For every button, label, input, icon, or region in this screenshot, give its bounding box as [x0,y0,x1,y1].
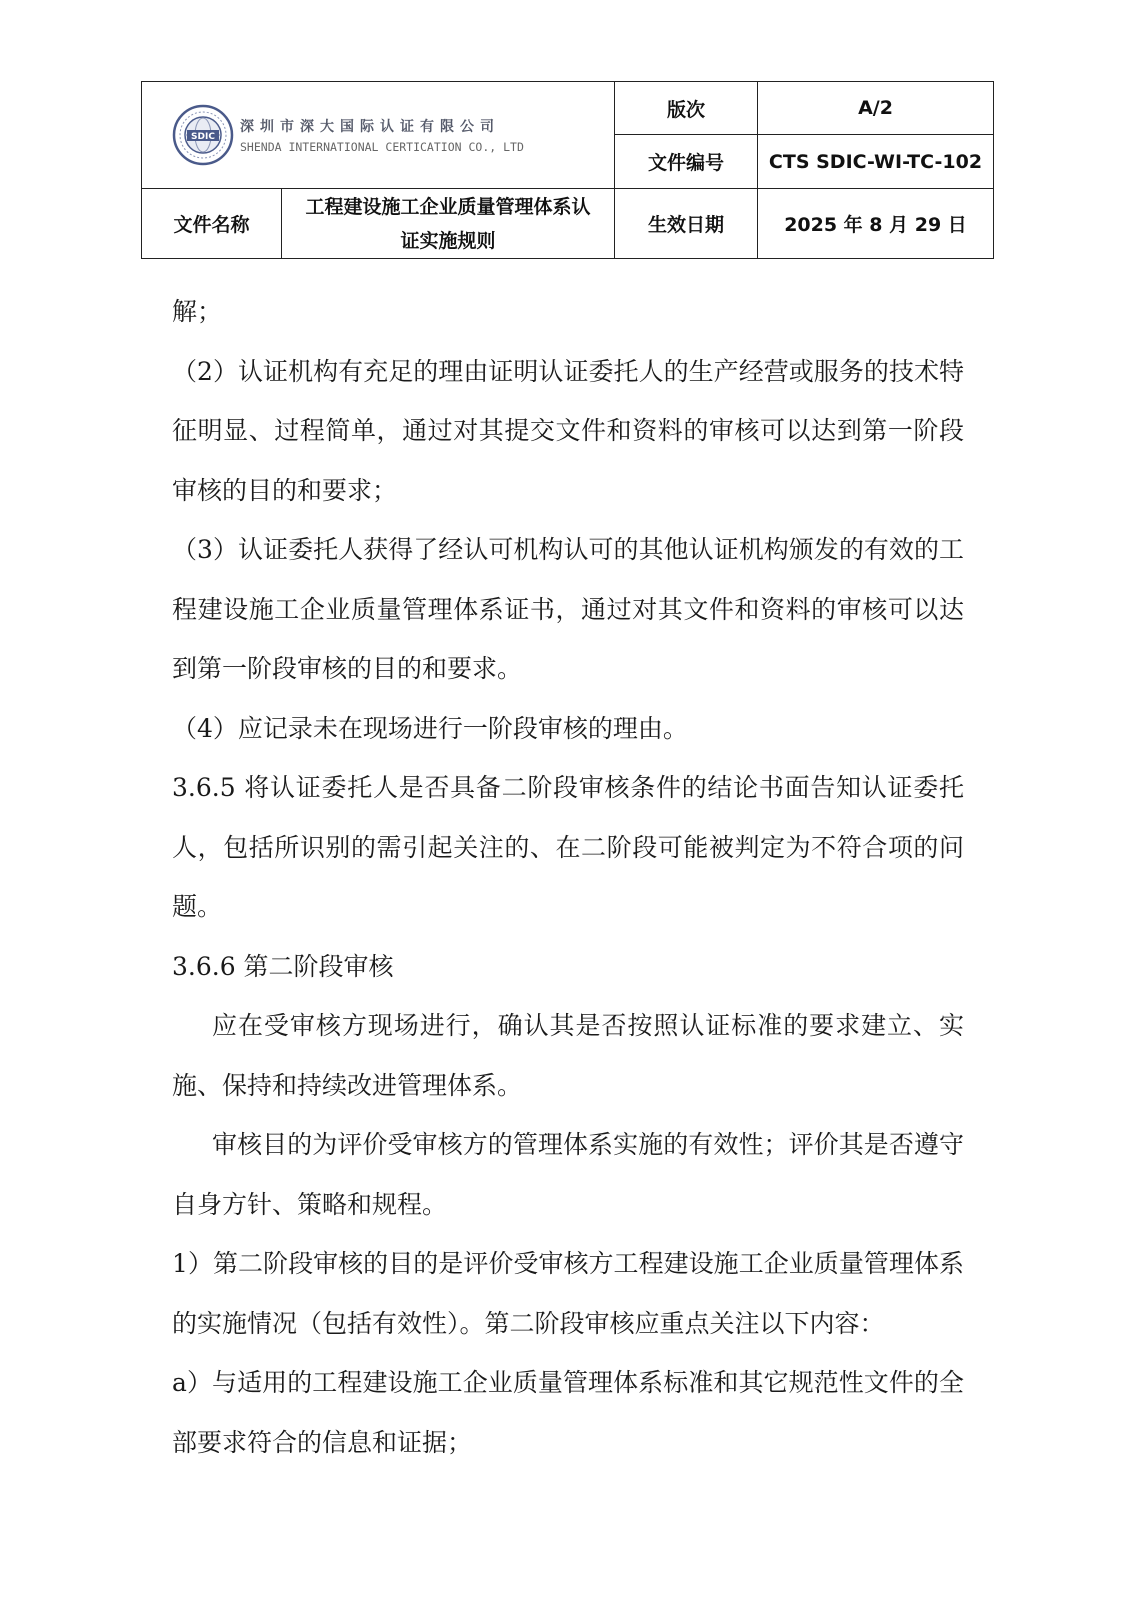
version-value: A/2 [758,82,994,135]
effective-date-label: 生效日期 [615,189,758,259]
paragraph-continuation: 解； [172,297,223,326]
paragraph-stage2-purpose: 1）第二阶段审核的目的是评价受审核方工程建设施工企业质量管理体系的实施情况（包括有效性）。第二阶段审核应重点关注以下内容： [172,1249,964,1338]
company-name-en: SHENDA INTERNATIONAL CERTICATION CO., LTD [240,140,524,154]
paragraph-onsite: 应在受审核方现场进行，确认其是否按照认证标准的要求建立、实施、保持和持续改进管理体系。 [172,1011,964,1100]
paragraph-item-4: （4）应记录未在现场进行一阶段审核的理由。 [172,713,688,743]
paragraph-audit-purpose: 审核目的为评价受审核方的管理体系实施的有效性；评价其是否遵守自身方针、策略和规程。 [172,1130,964,1219]
paragraph-item-2: （2）认证机构有充足的理由证明认证委托人的生产经营或服务的技术特征明显、过程简单，通过对其提交文件和资料的审核可以达到第一阶段审核的目的和要求； [172,356,964,505]
doc-name-label: 文件名称 [142,189,282,259]
company-logo-cell [142,82,615,189]
document-header-table [141,81,994,259]
doc-name-value: 工程建设施工企业质量管理体系认证实施规则 [282,189,615,259]
doc-number-value: CTS SDIC-WI-TC-102 [758,135,994,189]
paragraph-item-3: （3）认证委托人获得了经认可机构认可的其他认证机构颁发的有效的工程建设施工企业质量管理体系证书，通过对其文件和资料的审核可以达到第一阶段审核的目的和要求。 [172,535,964,683]
logo-text: SDIC [191,132,215,142]
paragraph-3-6-5: 3.6.5 将认证委托人是否具备二阶段审核条件的结论书面告知认证委托人，包括所识别的需引起关注的、在二阶段可能被判定为不符合项的问题。 [172,773,964,921]
document-body [172,282,964,1472]
effective-date-value: 2025 年 8 月 29 日 [758,189,994,259]
paragraph-item-a: a）与适用的工程建设施工企业质量管理体系标准和其它规范性文件的全部要求符合的信息和证据； [172,1368,964,1457]
sdic-logo-icon [172,104,234,166]
section-heading-3-6-6: 3.6.6 第二阶段审核 [172,951,394,981]
version-label: 版次 [615,82,758,135]
doc-number-label: 文件编号 [615,135,758,189]
company-name-cn: 深圳市深大国际认证有限公司 [240,119,500,135]
